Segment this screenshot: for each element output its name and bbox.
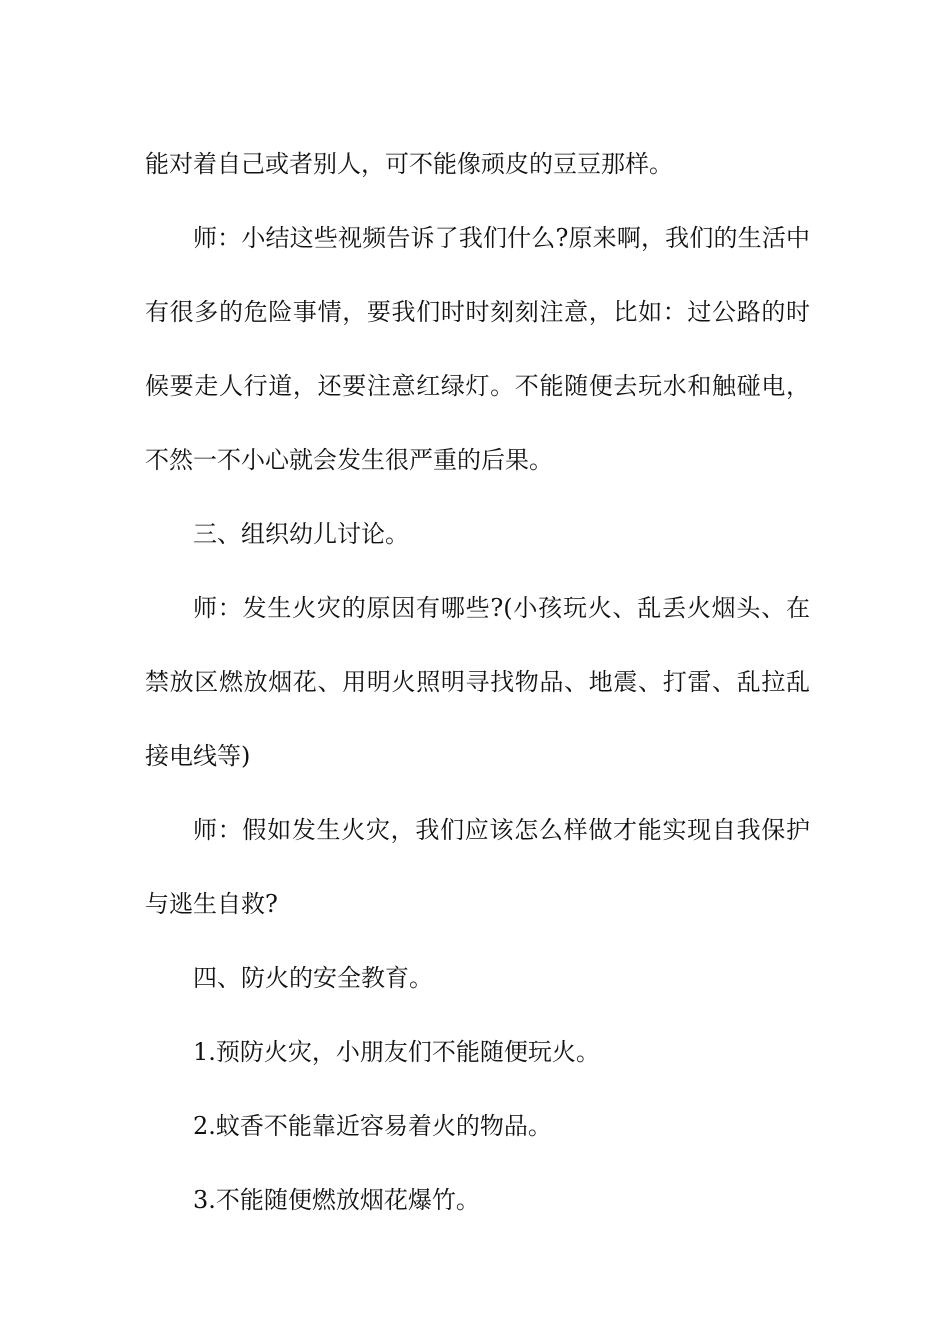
document-body xyxy=(145,127,810,1237)
paragraph-self-protection: 师：假如发生火灾，我们应该怎么样做才能实现自我保护与逃生自救? xyxy=(145,816,810,918)
paragraph-continuation: 能对着自己或者别人，可不能像顽皮的豆豆那样。 xyxy=(145,150,673,178)
list-item-3: 3.不能随便燃放烟花爆竹。 xyxy=(193,1186,480,1214)
section-heading-discussion: 三、组织幼儿讨论。 xyxy=(193,520,409,548)
paragraph-teacher-summary: 师：小结这些视频告诉了我们什么?原来啊，我们的生活中有很多的危险事情，要我们时时刻刻注意，比如：过公路的时候要走人行道，还要注意红绿灯。不能随便去玩水和触碰电，不然一不小心就会发生很严重的后果。 xyxy=(145,224,810,474)
section-heading-fire-safety: 四、防火的安全教育。 xyxy=(193,964,433,992)
list-item-1: 1.预防火灾，小朋友们不能随便玩火。 xyxy=(193,1038,600,1066)
paragraph-fire-causes: 师：发生火灾的原因有哪些?(小孩玩火、乱丢火烟头、在禁放区燃放烟花、用明火照明寻找物品、地震、打雷、乱拉乱接电线等) xyxy=(145,594,810,770)
list-item-2: 2.蚊香不能靠近容易着火的物品。 xyxy=(193,1112,552,1140)
